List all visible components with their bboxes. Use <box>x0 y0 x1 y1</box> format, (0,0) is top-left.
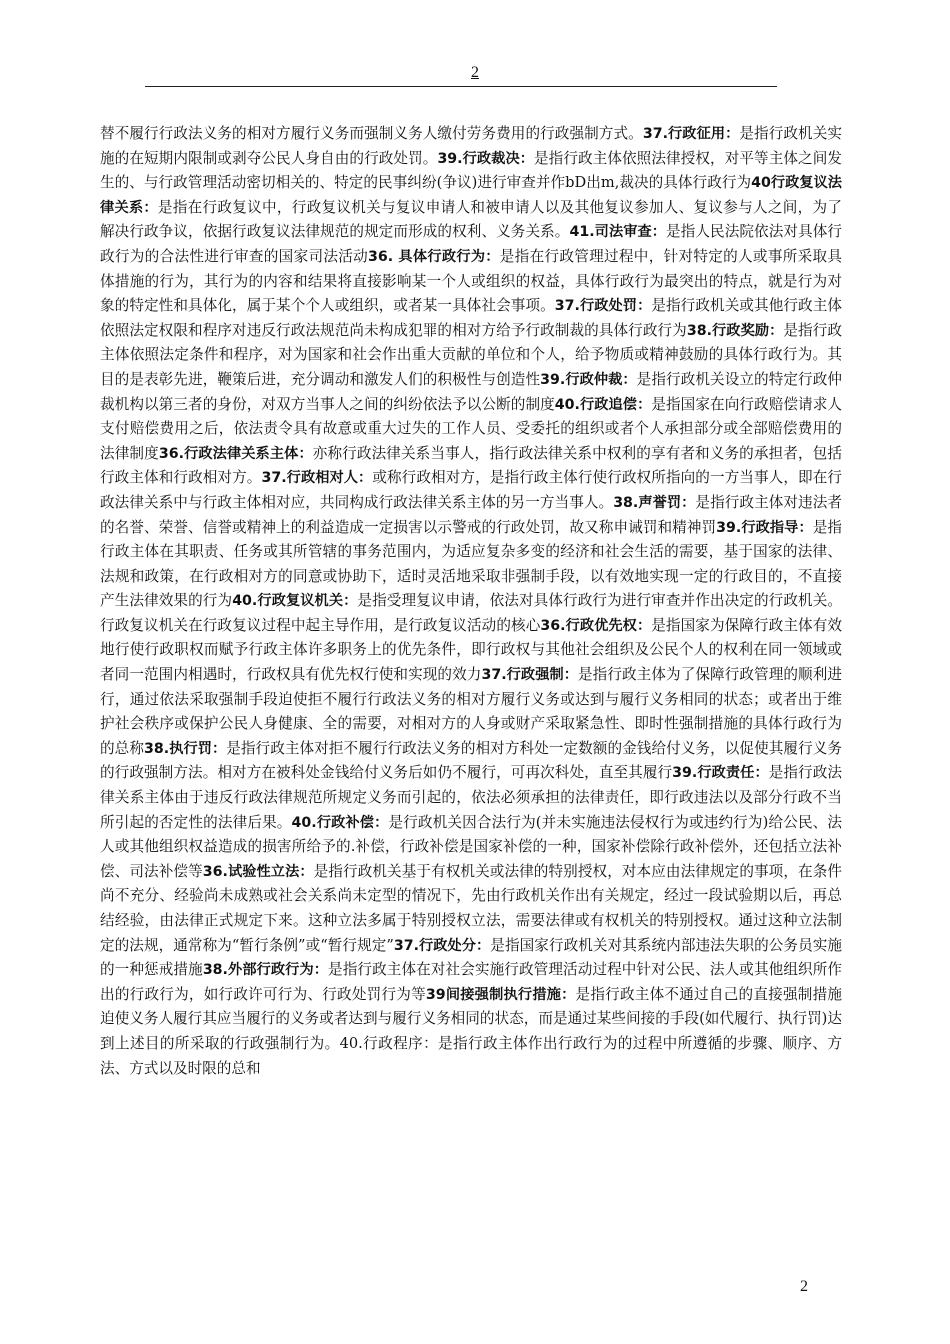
definition-text: 或称行政相对方，是指行政主体行使行政权所指向的一方当事人，即在行政法律关系中与行政主体相对应，共同构成行政法律关系主体的另一方当事人。 <box>100 469 842 511</box>
definition-text: 是指人民法院依法对具体行政行为的合法性进行审查的国家司法活动 <box>100 223 842 265</box>
definition-text: 是指行政主体依照法定条件和程序，对为国家和社会作出重大贡献的单位和个人，给予物质或精神鼓励的具体行政行为。其目的是表彰先进，鞭策后进，充分调动和激发人们的积极性与创造性 <box>100 321 842 388</box>
definition-text: 是指行政主体依照法律授权，对平等主体之间发生的、与行政管理活动密切相关的、特定的民事纠纷(争议)进行审查并作bD出m,裁决的具体行政行为 <box>100 149 842 192</box>
definition-text: 是指在行政复议中，行政复议机关与复议申请人和被申请人以及其他复议参加人、复议参与人之间，为了解决行政争议，依据行政复议法律规范的规定而形成的权利、义务关系。 <box>100 198 842 241</box>
definition-text: 是指行政主体不通过自己的直接强制措施迫使义务人履行其应当履行的义务或者达到与履行义务相同的状态，而是通过某些间接的手段(如代履行、执行罚)达到上述目的所采取的行政强制行为。40.行政程序：是指行政主体作出行政行为的过程中所遵循的步骤、顺序、方法、方式以及时限的总和 <box>100 985 842 1077</box>
header-page-number: 2 <box>471 64 479 81</box>
term-heading: 36.行政优先权： <box>540 617 652 634</box>
definition-text: 是指行政法律关系主体由于违反行政法律规范所规定义务而引起的，依法必须承担的法律责任，即行政违法以及部分行政不当所引起的否定性的法律后果。 <box>100 764 842 831</box>
definition-text: 是指国家在向行政赔偿请求人支付赔偿费用之后，依法责令具有故意或重大过失的工作人员、受委托的组织或者个人承担部分或全部赔偿费用的法律制度 <box>100 395 842 462</box>
term-heading: 36.试验性立法： <box>202 863 314 880</box>
definition-text: 是指行政机关或其他行政主体依照法定权限和程序对违反行政法规范尚未构成犯罪的相对方给予行政制裁的具体行政行为 <box>100 297 842 339</box>
definition-text: 是指行政主体在其职责、任务或其所管辖的事务范围内，为适应复杂多变的经济和社会生活的需要，基于国家的法律、法规和政策，在行政相对方的同意或协助下，适时灵活地采取非强制手段，以有效地实现一定的行政目的，不直接产生法律效果的行为 <box>100 518 842 610</box>
term-heading: 37.行政征用： <box>642 126 740 142</box>
definition-text: 是指行政机关基于有权机关或法律的特别授权，对本应由法律规定的事项，在条件尚不充分、经验尚未成熟或社会关系尚未定型的情况下，先由行政机关作出有关规定，经过一段试验期以后，再总结经验，由法律正式规定下来。这种立法多属于特别授权立法，需要法律或有权机关的特别授权。通过这种立法制定的法规，通常称为“暂行条例”或“暂行规定” <box>100 862 842 954</box>
definition-text: 是指国家行政机关对其系统内部违法失职的公务员实施的一种惩戒措施 <box>100 936 842 979</box>
definition-text: 亦称行政法律关系当事人，指行政法律关系中权利的享有者和义务的承担者，包括行政主体和行政相对方。 <box>100 444 842 487</box>
definition-text: 是指行政机关设立的特定行政仲裁机构以第三者的身份，对双方当事人之间的纠纷依法予以公断的制度 <box>100 370 842 413</box>
term-heading: 37.行政处分： <box>393 937 491 954</box>
term-heading: 39.行政指导： <box>716 519 813 536</box>
definition-text: 是指行政主体对违法者的名誉、荣誉、信誉或精神上的利益造成一定损害以示警戒的行政处罚，故又称申诫罚和精神罚 <box>100 493 842 536</box>
term-heading: 38.行政奖励： <box>686 322 784 339</box>
definition-text: 是指行政主体在对社会实施行政管理活动过程中针对公民、法人或其他组织所作出的行政行为，如行政许可行为、行政处罚行为等 <box>100 961 842 1003</box>
term-heading: 37.行政相对人： <box>261 470 373 487</box>
term-heading: 39间接强制执行措施： <box>425 986 576 1003</box>
term-heading: 37.行政强制： <box>481 667 578 684</box>
definition-text: 是指国家为保障行政主体有效地行使行政职权而赋予行政主体许多职务上的优先条件，即行政权与其他社会组织及公民个人的权利在同一领域或者同一范围内相遇时，行政权具有优先权行使和实现的效力 <box>100 616 842 684</box>
term-heading: 39.行政裁决： <box>437 150 534 167</box>
term-heading: 41.司法审查： <box>569 224 667 241</box>
term-heading: 40.行政补偿： <box>291 814 389 831</box>
term-heading: 38.执行罚： <box>144 740 227 757</box>
term-heading: 40.行政复议机关： <box>232 593 358 610</box>
definition-text: 是指行政主体对拒不履行行政法义务的相对方科处一定数额的金钱给付义务，以促使其履行义务的行政强制方法。相对方在被科处金钱给付义务后如仍不履行，可再次科处，直至其履行 <box>100 739 842 782</box>
term-heading: 40.行政追偿： <box>554 396 652 413</box>
definition-text: 是行政机关因合法行为(并未实施违法侵权行为或违约行为)给公民、法人或其他组织权益造成的损害所给予的.补偿，行政补偿是国家补偿的一种，国家补偿除行政补偿外，还包括立法补偿、司法补偿等 <box>100 813 843 880</box>
term-heading: 36.行政法律关系主体： <box>158 445 313 462</box>
definition-text: 替不履行行政法义务的相对方履行义务而强制义务人缴付劳务费用的行政强制方式。 <box>100 125 643 142</box>
term-heading: 39.行政仲裁： <box>540 371 637 388</box>
body-paragraph <box>100 122 842 1081</box>
term-heading: 40行政复议法律关系： <box>100 175 842 216</box>
term-heading: 39.行政责任： <box>672 765 769 782</box>
definition-text: 是指行政机关实施的在短期内限制或剥夺公民人身自由的行政处罚。 <box>100 125 842 167</box>
term-heading: 38.外部行政行为： <box>202 962 329 979</box>
header-rule <box>145 86 777 87</box>
term-heading: 37.行政处罚： <box>554 298 652 315</box>
term-heading: 38.声誉罚： <box>613 494 696 511</box>
term-heading: 36. 具体行政行为： <box>368 248 500 265</box>
definition-text: 是指受理复议申请，依法对具体行政行为进行审查并作出决定的行政机关。行政复议机关在行政复议过程中起主导作用，是行政复议活动的核心 <box>100 592 842 634</box>
footer-page-number: 2 <box>800 1278 808 1295</box>
definition-text: 是指在行政管理过程中，针对特定的人或事所采取具体措施的行为，其行为的内容和结果将直接影响某一个人或组织的权益，具体行政行为最突出的特点，就是行为对象的特定性和具体化，属于某个个人或组织，或者某一具体社会事项。 <box>100 247 842 315</box>
definition-text: 是指行政主体为了保障行政管理的顺利进行，通过依法采取强制手段迫使拒不履行行政法义务的相对方履行义务或达到与履行义务相同的状态；或者出于维护社会秩序或保护公民人身健康、全的需要，对相对方的人身或财产采取紧急性、即时性强制措施的具体行政行为的总称 <box>100 666 842 757</box>
